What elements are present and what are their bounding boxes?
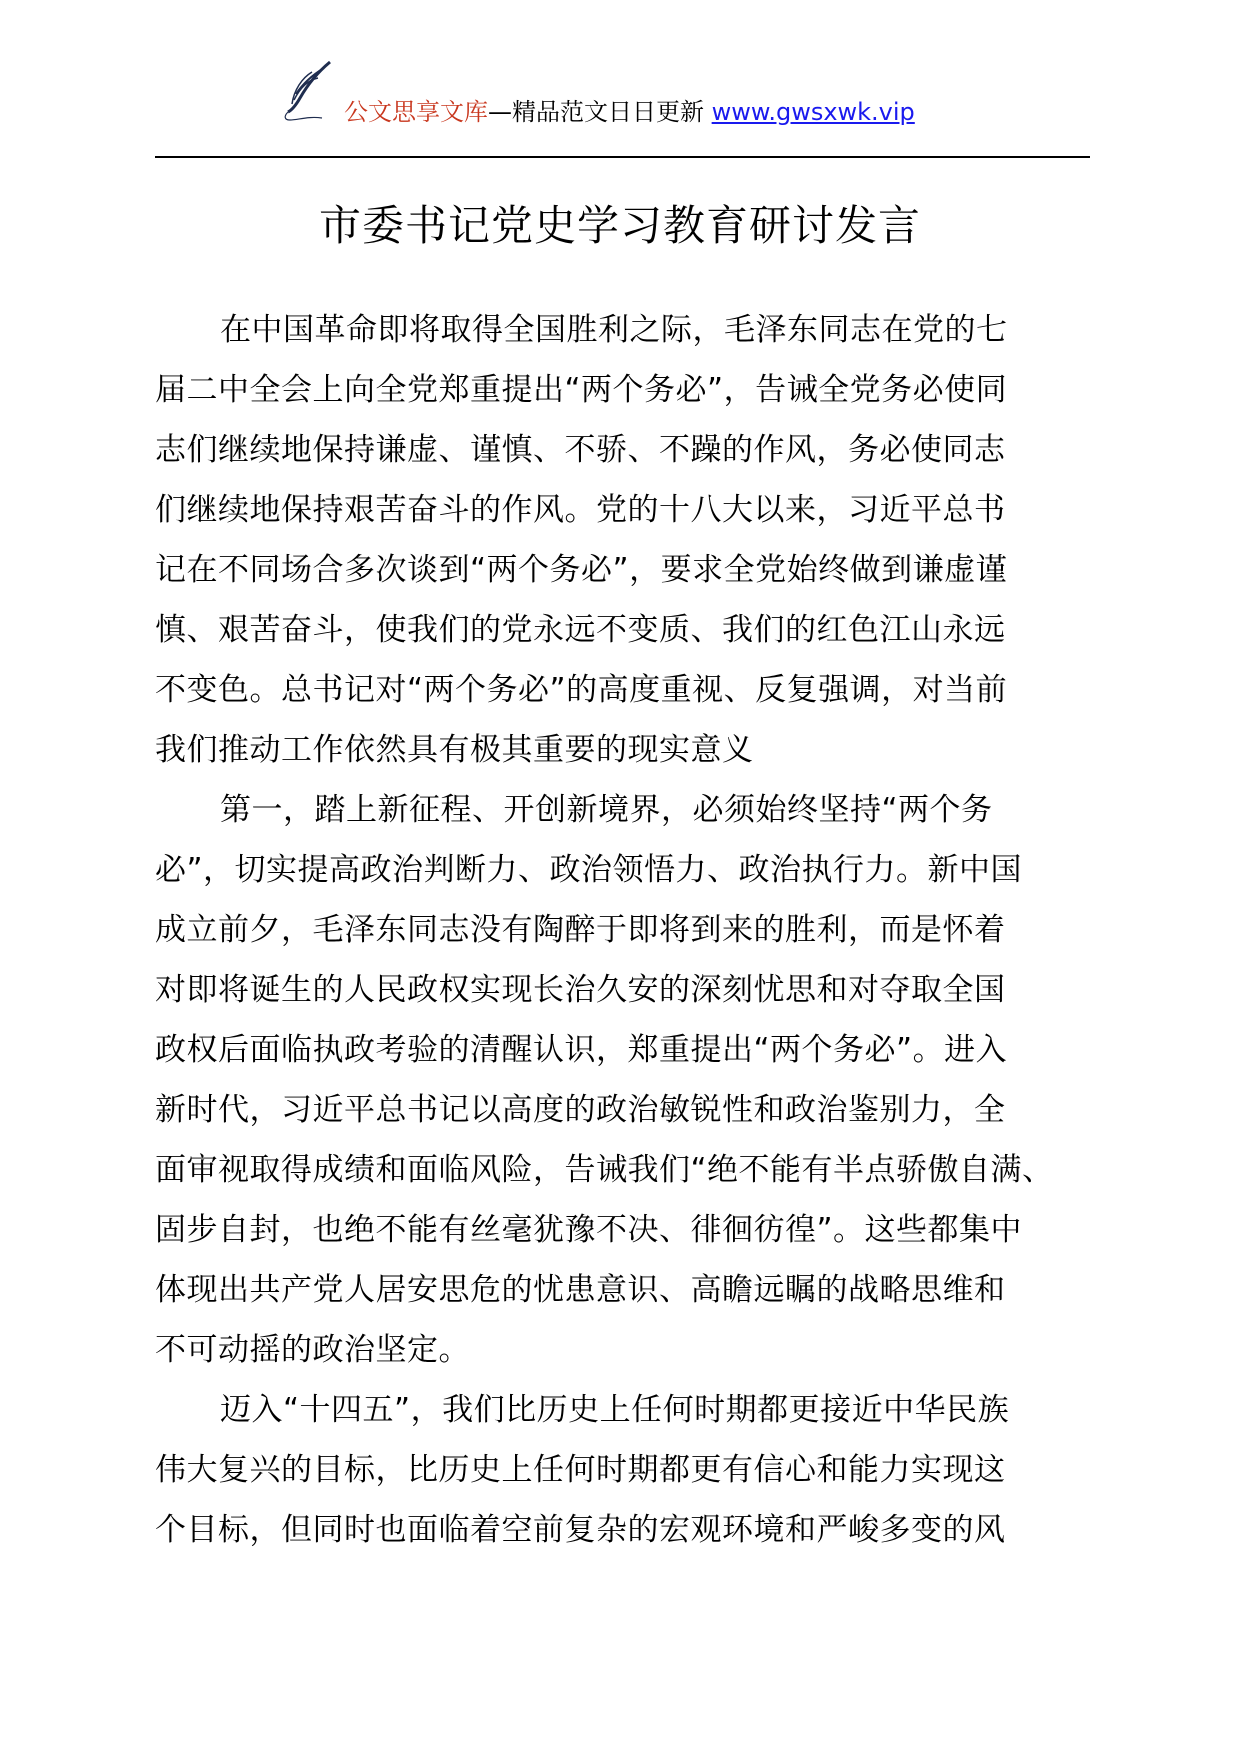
site-url-link[interactable]: www.gwsxwk.vip [711, 98, 915, 126]
document-body [155, 300, 1090, 1560]
paragraph-line: 必”，切实提高政治判断力、政治领悟力、政治执行力。新中国 [155, 852, 1023, 888]
paragraph-line: 志们继续地保持谦虚、谨慎、不骄、不躁的作风，务必使同志 [155, 432, 1006, 468]
paragraph-line: 慎、艰苦奋斗，使我们的党永远不变质、我们的红色江山永远 [155, 612, 1006, 648]
paragraph-line: 政权后面临执政考验的清醒认识，郑重提出“两个务必”。进入 [155, 1032, 1008, 1068]
paragraph-line: 伟大复兴的目标，比历史上任何时期都更有信心和能力实现这 [155, 1452, 1006, 1488]
paragraph-line: 记在不同场合多次谈到“两个务必”，要求全党始终做到谦虚谨 [155, 552, 1008, 588]
tagline: —精品范文日日更新 [488, 98, 712, 126]
paragraph-line: 固步自封，也绝不能有丝毫犹豫不决、徘徊彷徨”。这些都集中 [155, 1212, 1023, 1248]
page-header [0, 58, 1240, 128]
paragraph-line: 成立前夕，毛泽东同志没有陶醉于即将到来的胜利，而是怀着 [155, 912, 1006, 948]
header-banner [344, 98, 915, 126]
paragraph-line: 第一，踏上新征程、开创新境界，必须始终坚持“两个务 [220, 792, 993, 828]
paragraph-line: 个目标，但同时也面临着空前复杂的宏观环境和严峻多变的风 [155, 1512, 1006, 1548]
brand-name: 公文思享文库 [344, 98, 488, 126]
document-title: 市委书记党史学习教育研讨发言 [318, 201, 921, 250]
paragraph-line: 面审视取得成绩和面临风险，告诫我们“绝不能有半点骄傲自满、 [155, 1152, 1054, 1188]
paragraph-line: 在中国革命即将取得全国胜利之际，毛泽东同志在党的七 [220, 312, 1008, 348]
paragraph-line: 我们推动工作依然具有极其重要的现实意义 [155, 732, 754, 768]
paragraph-line: 届二中全会上向全党郑重提出“两个务必”，告诫全党务必使同 [155, 372, 1008, 408]
quill-pen-icon [278, 60, 336, 122]
paragraph-line: 迈入“十四五”，我们比历史上任何时期都更接近中华民族 [220, 1392, 1010, 1428]
paragraph-line: 体现出共产党人居安思危的忧患意识、高瞻远瞩的战略思维和 [155, 1272, 1006, 1308]
header-divider [155, 156, 1090, 158]
paragraph-line: 新时代，习近平总书记以高度的政治敏锐性和政治鉴别力，全 [155, 1092, 1006, 1128]
paragraph-line: 们继续地保持艰苦奋斗的作风。党的十八大以来，习近平总书 [155, 492, 1006, 528]
paragraph-line: 对即将诞生的人民政权实现长治久安的深刻忧思和对夺取全国 [155, 972, 1006, 1008]
paragraph-line: 不可动摇的政治坚定。 [155, 1332, 470, 1368]
paragraph-line: 不变色。总书记对“两个务必”的高度重视、反复强调，对当前 [155, 672, 1008, 708]
